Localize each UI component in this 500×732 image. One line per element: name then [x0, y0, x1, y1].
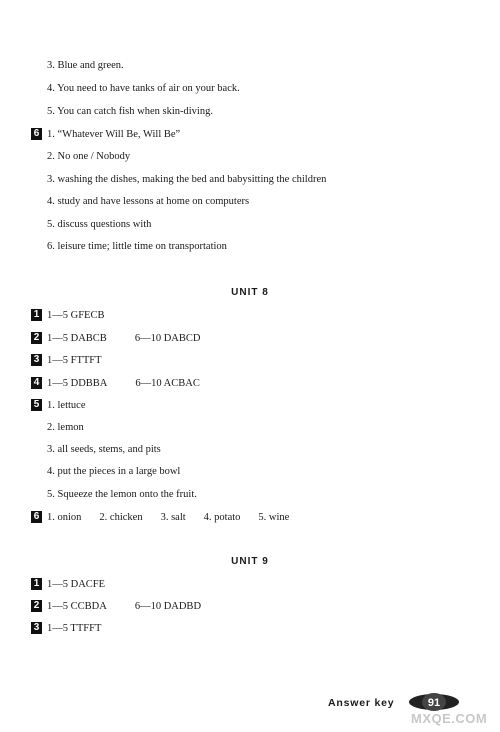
- answer-line: 1—5 TTFFT: [47, 623, 102, 634]
- question-number-badge: 4: [31, 377, 42, 389]
- answer-line: 1. “Whatever Will Be, Will Be”: [47, 129, 181, 140]
- question-number-badge: 2: [31, 332, 42, 344]
- watermark: MXQE.COM: [411, 711, 488, 726]
- answer-line: 4. study and have lessons at home on computers: [47, 196, 250, 207]
- answer-line: 3. all seeds, stems, and pits: [47, 444, 161, 455]
- question-number-badge: 6: [31, 511, 42, 523]
- answer-line: 5. You can catch fish when skin-diving.: [47, 106, 213, 117]
- answer-line: 5. Squeeze the lemon onto the fruit.: [47, 489, 197, 500]
- question-number-badge: 5: [31, 399, 42, 411]
- question-number-badge: 6: [31, 128, 42, 140]
- answer-line: 6. leisure time; little time on transportation: [47, 241, 227, 252]
- answer-line: 5. discuss questions with: [47, 219, 152, 230]
- unit-heading: UNIT 9: [231, 556, 269, 567]
- answer-line: 4. put the pieces in a large bowl: [47, 466, 181, 477]
- answer-line: 3. Blue and green.: [47, 60, 124, 71]
- question-number-badge: 3: [31, 354, 42, 366]
- answer-line: 3. washing the dishes, making the bed and babysitting the children: [47, 174, 327, 185]
- question-number-badge: 3: [31, 622, 42, 634]
- answer-line: 1—5 DACFE: [47, 579, 106, 590]
- unit-heading: UNIT 8: [231, 287, 269, 298]
- answer-line: 4. You need to have tanks of air on your back.: [47, 83, 240, 94]
- answer-line: 1—5 GFECB: [47, 310, 105, 321]
- answer-line: 1. onion 2. chicken 3. salt 4. potato 5. wine: [47, 512, 290, 523]
- question-number-badge: 2: [31, 600, 42, 612]
- page-number-badge: [408, 692, 460, 712]
- answer-line: 1. lettuce: [47, 400, 86, 411]
- answer-line: 1—5 DABCB 6—10 DABCD: [47, 333, 201, 344]
- page-number: 91: [427, 697, 441, 709]
- question-number-badge: 1: [31, 578, 42, 590]
- answer-line: 1—5 CCBDA 6—10 DADBD: [47, 601, 202, 612]
- answer-line: 1—5 FTTFT: [47, 355, 102, 366]
- question-number-badge: 1: [31, 309, 42, 321]
- answer-line: 2. lemon: [47, 422, 84, 433]
- answer-line: 2. No one / Nobody: [47, 151, 131, 162]
- footer-label: Answer key: [328, 697, 395, 709]
- answer-line: 1—5 DDBBA 6—10 ACBAC: [47, 378, 200, 389]
